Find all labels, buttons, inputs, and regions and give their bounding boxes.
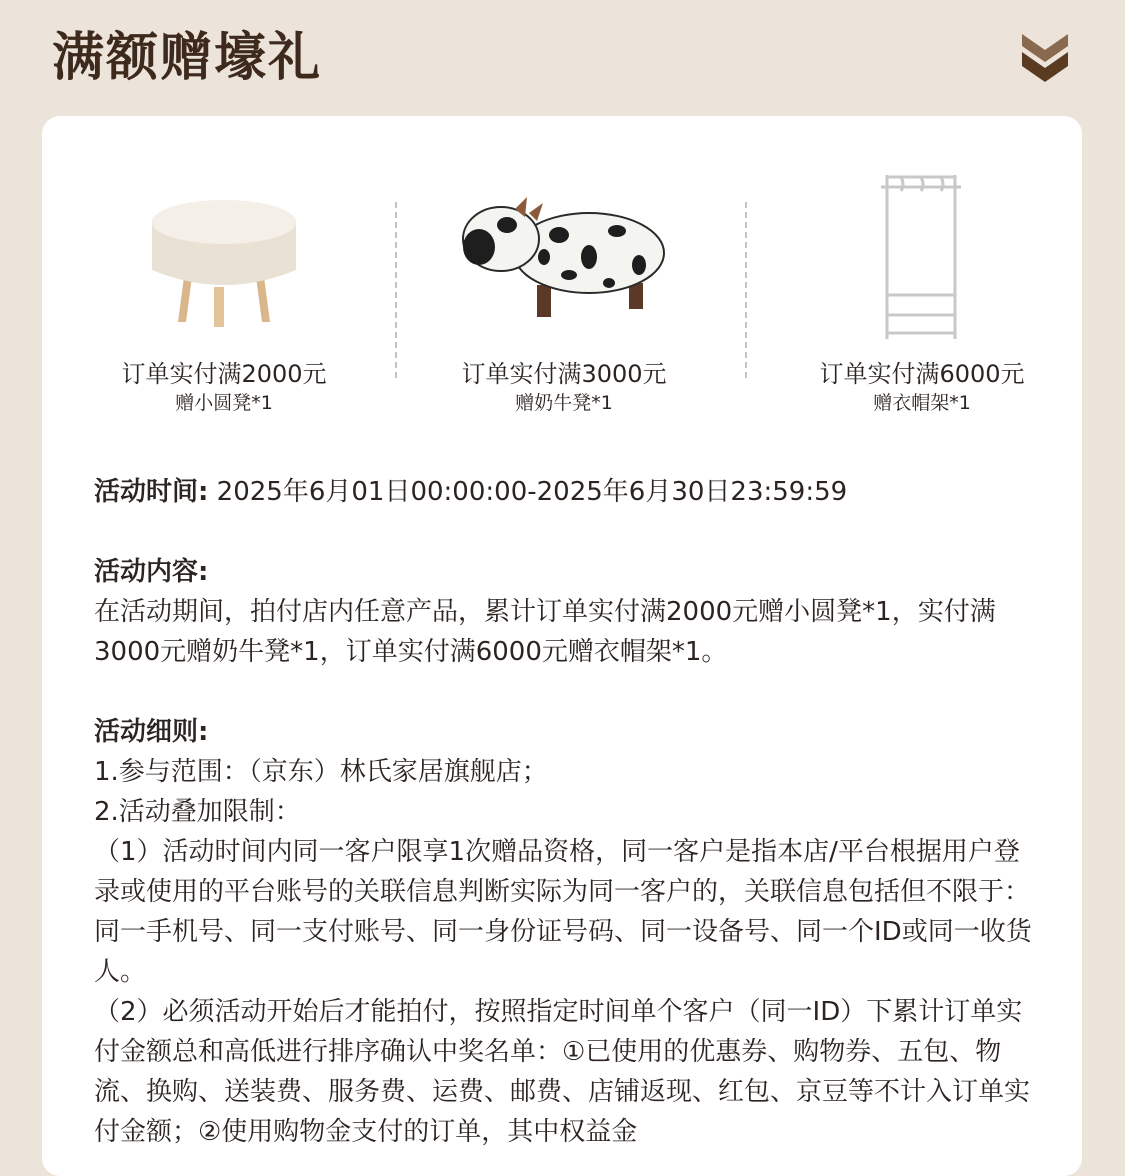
activity-time-label: 活动时间:	[94, 477, 209, 507]
rule-line: 2.活动叠加限制：	[94, 797, 301, 827]
rule-line: （2）必须活动开始后才能拍付，按照指定时间单个客户（同一ID）下累计订单实付金额总和高低进行排序确认中奖名单：①已使用的优惠券、购物券、五包、物流、换购、送装费、服务费、运费、邮费、店铺返现、红包、京豆等不计入订单实付金额；②使用购物金支付的订单，其中权益金	[94, 997, 1031, 1147]
promo-card	[42, 116, 1082, 1176]
gift-item: 赠奶牛凳*1	[515, 392, 613, 414]
activity-rules	[94, 712, 1044, 1152]
divider	[395, 202, 397, 378]
activity-content-text: 在活动期间，拍付店内任意产品，累计订单实付满2000元赠小圆凳*1，实付满3000元赠奶牛凳*1，订单实付满6000元赠衣帽架*1。	[94, 597, 996, 667]
coat-rack-image	[772, 162, 1072, 352]
gift-tier-3	[772, 162, 1072, 416]
rule-line: （1）活动时间内同一客户限享1次赠品资格，同一客户是指本店/平台根据用户登录或使用的平台账号的关联信息判断实际为同一客户的，关联信息包括但不限于：同一手机号、同一支付账号、同一身份证号码、同一设备号、同一个ID或同一收货人。	[94, 837, 1032, 987]
page-title: 满额赠壕礼	[52, 28, 323, 88]
activity-rules-label: 活动细则:	[94, 717, 209, 747]
gift-item: 赠衣帽架*1	[873, 392, 971, 414]
gift-tier-2	[414, 162, 714, 416]
activity-content-label: 活动内容:	[94, 557, 209, 587]
round-stool-image	[74, 162, 374, 352]
chevron-down-icon[interactable]	[1018, 30, 1072, 84]
gift-tier-1	[74, 162, 374, 416]
gift-threshold: 订单实付满3000元	[461, 360, 667, 388]
gift-item: 赠小圆凳*1	[175, 392, 273, 414]
cow-stool-image	[414, 162, 714, 352]
activity-time	[94, 472, 1044, 512]
gift-threshold: 订单实付满2000元	[121, 360, 327, 388]
gift-threshold: 订单实付满6000元	[819, 360, 1025, 388]
activity-content	[94, 552, 1044, 672]
activity-time-value: 2025年6月01日00:00:00-2025年6月30日23:59:59	[208, 477, 848, 507]
rule-line: 1.参与范围：（京东）林氏家居旗舰店；	[94, 757, 548, 787]
divider	[745, 202, 747, 378]
